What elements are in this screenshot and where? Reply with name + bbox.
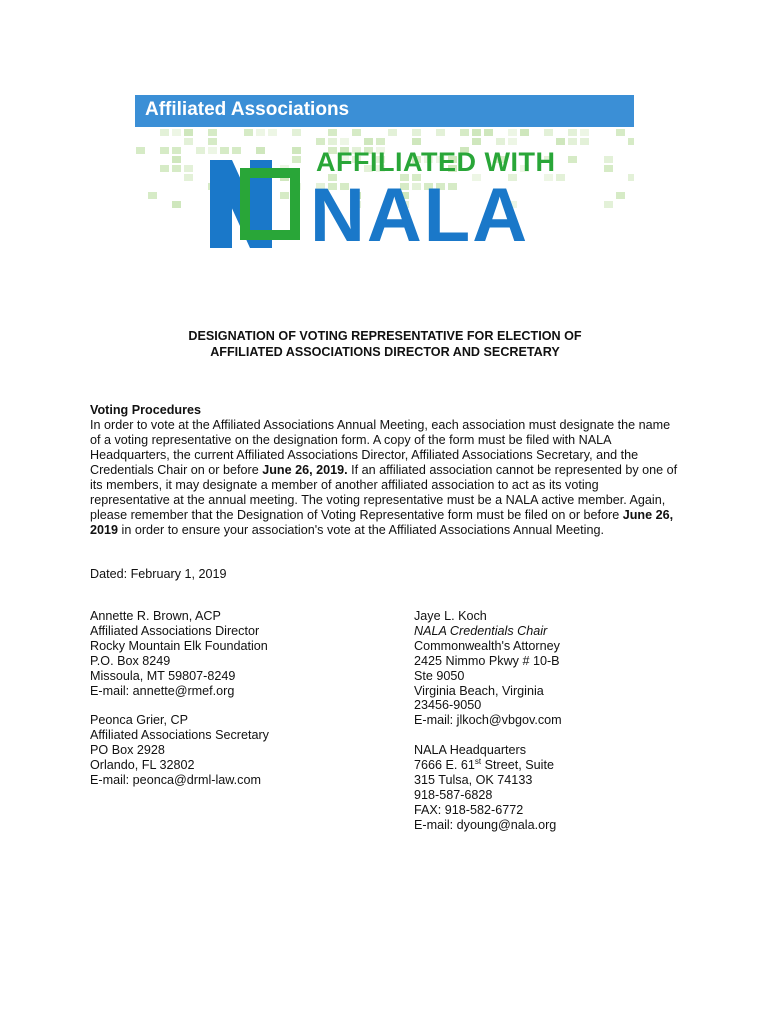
credentials-city: Virginia Beach, Virginia	[414, 683, 544, 698]
director-role: Affiliated Associations Director	[90, 623, 260, 638]
title-line-1: DESIGNATION OF VOTING REPRESENTATIVE FOR ELECTION OF	[188, 329, 582, 343]
voting-procedures-heading: Voting Procedures	[90, 403, 202, 417]
voting-procedures-section	[90, 403, 680, 538]
banner-header-title: Affiliated Associations	[145, 99, 350, 120]
secretary-box: PO Box 2928	[90, 743, 165, 758]
secretary-email: E-mail: peonca@drml-law.com	[90, 772, 261, 787]
document-title	[90, 328, 680, 360]
procedures-text-2: If an affiliated association cannot be represented by one of its members, it may designate a member of another affiliated association to act as its voting representative at the annual meeting. The voting representative must be a NALA active member. Again, please remember that the Designation of Voting Representative form must be filed on or before	[90, 463, 678, 522]
hq-city: 315 Tulsa, OK 74133	[414, 772, 533, 787]
procedures-text-1: In order to vote at the Affiliated Associations Annual Meeting, each association must designate the name of a voting representative on the designation form. A copy of the form must be filed with NALA Headquarters, the current Affiliated Associations Director, Affiliated Associations Secretary, and the Credentials Chair on or before	[90, 418, 671, 477]
title-line-2: AFFILIATED ASSOCIATIONS DIRECTOR AND SECRETARY	[210, 345, 560, 359]
nala-logo-text: NALA	[310, 173, 530, 258]
hq-street-suffix: Street, Suite	[481, 758, 554, 773]
contacts-left-column	[90, 609, 269, 788]
procedures-text-3: in order to ensure your association's vote at the Affiliated Associations Annual Meeting.	[118, 523, 604, 537]
secretary-name: Peonca Grier, CP	[90, 713, 188, 728]
director-name: Annette R. Brown, ACP	[90, 609, 221, 623]
credentials-org: Commonwealth's Attorney	[414, 638, 560, 653]
credentials-role: NALA Credentials Chair	[414, 623, 548, 638]
dated-line: Dated: February 1, 2019	[90, 567, 227, 581]
credentials-address-2: Ste 9050	[414, 668, 465, 683]
credentials-name: Jaye L. Koch	[414, 609, 487, 623]
contacts-right-column	[414, 609, 562, 833]
secretary-role: Affiliated Associations Secretary	[90, 728, 269, 743]
hq-street	[414, 758, 562, 773]
affiliated-with-tagline: AFFILIATED WITH	[316, 147, 556, 177]
hq-phone: 918-587-6828	[414, 787, 493, 802]
nala-n-logo-icon	[210, 160, 306, 248]
credentials-zip: 23456-9050	[414, 698, 482, 713]
hq-street-prefix: 7666 E. 61	[414, 758, 475, 773]
hq-email: E-mail: dyoung@nala.org	[414, 817, 557, 832]
banner-header-bar	[135, 95, 634, 127]
voting-procedures-paragraph	[90, 418, 680, 538]
hq-street-ordinal: st	[474, 756, 482, 766]
credentials-address-1: 2425 Nimmo Pkwy # 10-B	[414, 653, 560, 668]
deadline-date-2: June 26, 2019	[90, 508, 674, 537]
credentials-email: E-mail: jlkoch@vbgov.com	[414, 713, 562, 728]
director-org: Rocky Mountain Elk Foundation	[90, 638, 268, 653]
director-email: E-mail: annette@rmef.org	[90, 683, 235, 698]
hq-name: NALA Headquarters	[414, 743, 527, 758]
director-city: Missoula, MT 59807-8249	[90, 668, 236, 683]
hq-fax: FAX: 918-582-6772	[414, 802, 524, 817]
deadline-date-1: June 26, 2019.	[262, 463, 348, 477]
director-box: P.O. Box 8249	[90, 653, 171, 668]
secretary-city: Orlando, FL 32802	[90, 758, 195, 773]
